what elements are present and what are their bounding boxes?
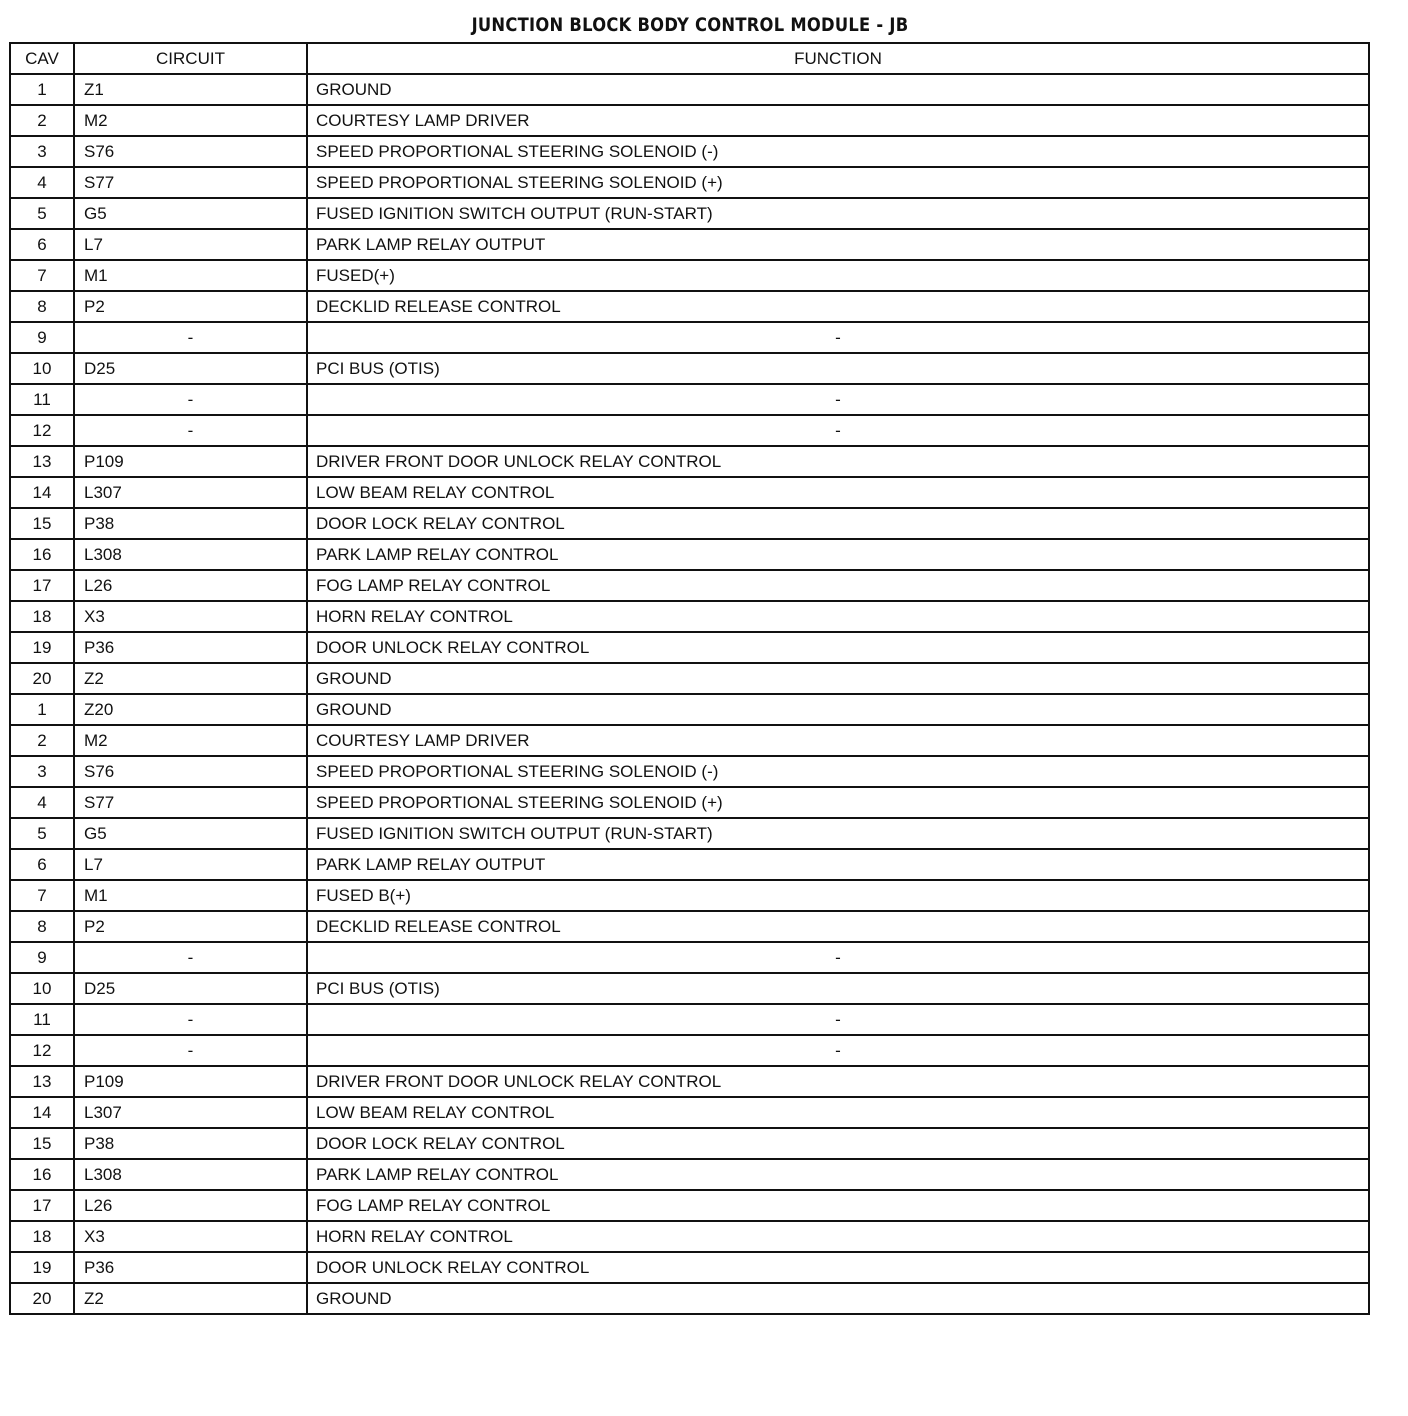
cav-cell: 20 bbox=[10, 663, 74, 694]
table-row bbox=[10, 818, 1369, 849]
cav-cell: 10 bbox=[10, 353, 74, 384]
function-cell: PARK LAMP RELAY CONTROL bbox=[307, 1159, 1369, 1190]
circuit-cell: D25 bbox=[74, 353, 307, 384]
cav-cell: 7 bbox=[10, 260, 74, 291]
cav-cell: 15 bbox=[10, 1128, 74, 1159]
table-row bbox=[10, 880, 1369, 911]
function-cell: LOW BEAM RELAY CONTROL bbox=[307, 1097, 1369, 1128]
function-cell: PARK LAMP RELAY OUTPUT bbox=[307, 849, 1369, 880]
table-row bbox=[10, 1128, 1369, 1159]
function-cell: DOOR UNLOCK RELAY CONTROL bbox=[307, 632, 1369, 663]
cav-cell: 5 bbox=[10, 198, 74, 229]
table-row bbox=[10, 787, 1369, 818]
table-row bbox=[10, 1283, 1369, 1314]
cav-cell: 5 bbox=[10, 818, 74, 849]
function-cell: DRIVER FRONT DOOR UNLOCK RELAY CONTROL bbox=[307, 1066, 1369, 1097]
table-row bbox=[10, 849, 1369, 880]
function-cell: FUSED IGNITION SWITCH OUTPUT (RUN-START) bbox=[307, 818, 1369, 849]
circuit-cell: - bbox=[74, 384, 307, 415]
function-cell: GROUND bbox=[307, 1283, 1369, 1314]
cav-cell: 16 bbox=[10, 1159, 74, 1190]
cav-cell: 18 bbox=[10, 601, 74, 632]
circuit-cell: P2 bbox=[74, 291, 307, 322]
table-row bbox=[10, 1004, 1369, 1035]
function-cell: SPEED PROPORTIONAL STEERING SOLENOID (+) bbox=[307, 787, 1369, 818]
table-row bbox=[10, 1190, 1369, 1221]
function-cell: FUSED(+) bbox=[307, 260, 1369, 291]
function-cell: SPEED PROPORTIONAL STEERING SOLENOID (+) bbox=[307, 167, 1369, 198]
function-cell: FUSED IGNITION SWITCH OUTPUT (RUN-START) bbox=[307, 198, 1369, 229]
circuit-cell: P109 bbox=[74, 1066, 307, 1097]
table-row bbox=[10, 167, 1369, 198]
table-row bbox=[10, 508, 1369, 539]
cav-cell: 9 bbox=[10, 942, 74, 973]
cav-cell: 16 bbox=[10, 539, 74, 570]
cav-cell: 9 bbox=[10, 322, 74, 353]
function-cell: - bbox=[307, 384, 1369, 415]
cav-cell: 11 bbox=[10, 384, 74, 415]
circuit-cell: L26 bbox=[74, 1190, 307, 1221]
function-cell: - bbox=[307, 942, 1369, 973]
table-row bbox=[10, 601, 1369, 632]
function-cell: PCI BUS (OTIS) bbox=[307, 973, 1369, 1004]
circuit-cell: M1 bbox=[74, 880, 307, 911]
function-cell: COURTESY LAMP DRIVER bbox=[307, 725, 1369, 756]
table-row bbox=[10, 291, 1369, 322]
circuit-cell: L308 bbox=[74, 539, 307, 570]
table-row bbox=[10, 384, 1369, 415]
function-cell: GROUND bbox=[307, 74, 1369, 105]
table-row bbox=[10, 415, 1369, 446]
function-cell: HORN RELAY CONTROL bbox=[307, 1221, 1369, 1252]
table-row bbox=[10, 198, 1369, 229]
table-row bbox=[10, 1221, 1369, 1252]
circuit-cell: X3 bbox=[74, 1221, 307, 1252]
cav-cell: 12 bbox=[10, 415, 74, 446]
table-row bbox=[10, 477, 1369, 508]
circuit-cell: X3 bbox=[74, 601, 307, 632]
circuit-cell: L307 bbox=[74, 477, 307, 508]
circuit-cell: G5 bbox=[74, 818, 307, 849]
circuit-cell: M2 bbox=[74, 105, 307, 136]
circuit-cell: Z20 bbox=[74, 694, 307, 725]
cav-cell: 3 bbox=[10, 136, 74, 167]
table-row bbox=[10, 136, 1369, 167]
cav-cell: 4 bbox=[10, 787, 74, 818]
circuit-cell: - bbox=[74, 322, 307, 353]
circuit-cell: S77 bbox=[74, 787, 307, 818]
circuit-cell: M2 bbox=[74, 725, 307, 756]
circuit-cell: - bbox=[74, 1035, 307, 1066]
connector-pinout-table bbox=[9, 42, 1370, 1315]
circuit-cell: - bbox=[74, 942, 307, 973]
cav-cell: 1 bbox=[10, 694, 74, 725]
cav-cell: 17 bbox=[10, 570, 74, 601]
table-row bbox=[10, 105, 1369, 136]
circuit-cell: L26 bbox=[74, 570, 307, 601]
cav-cell: 2 bbox=[10, 725, 74, 756]
function-cell: DOOR UNLOCK RELAY CONTROL bbox=[307, 1252, 1369, 1283]
function-cell: - bbox=[307, 1035, 1369, 1066]
table-row bbox=[10, 1097, 1369, 1128]
cav-cell: 15 bbox=[10, 508, 74, 539]
table-body bbox=[10, 74, 1369, 1314]
cav-cell: 19 bbox=[10, 1252, 74, 1283]
cav-cell: 6 bbox=[10, 229, 74, 260]
function-cell: COURTESY LAMP DRIVER bbox=[307, 105, 1369, 136]
function-cell: - bbox=[307, 415, 1369, 446]
function-cell: DECKLID RELEASE CONTROL bbox=[307, 911, 1369, 942]
function-cell: - bbox=[307, 1004, 1369, 1035]
table-row bbox=[10, 911, 1369, 942]
cav-cell: 19 bbox=[10, 632, 74, 663]
function-cell: GROUND bbox=[307, 694, 1369, 725]
cav-cell: 18 bbox=[10, 1221, 74, 1252]
function-cell: DOOR LOCK RELAY CONTROL bbox=[307, 508, 1369, 539]
cav-cell: 12 bbox=[10, 1035, 74, 1066]
circuit-cell: S76 bbox=[74, 136, 307, 167]
circuit-cell: Z2 bbox=[74, 1283, 307, 1314]
cav-cell: 1 bbox=[10, 74, 74, 105]
circuit-cell: S76 bbox=[74, 756, 307, 787]
circuit-cell: P36 bbox=[74, 632, 307, 663]
circuit-cell: P109 bbox=[74, 446, 307, 477]
cav-cell: 11 bbox=[10, 1004, 74, 1035]
cav-cell: 7 bbox=[10, 880, 74, 911]
table-row bbox=[10, 1035, 1369, 1066]
table-row bbox=[10, 1159, 1369, 1190]
cav-cell: 10 bbox=[10, 973, 74, 1004]
circuit-cell: L308 bbox=[74, 1159, 307, 1190]
table-row bbox=[10, 446, 1369, 477]
circuit-cell: L7 bbox=[74, 229, 307, 260]
table-row bbox=[10, 570, 1369, 601]
function-cell: PCI BUS (OTIS) bbox=[307, 353, 1369, 384]
function-cell: - bbox=[307, 322, 1369, 353]
table-row bbox=[10, 353, 1369, 384]
column-header-circuit: CIRCUIT bbox=[74, 43, 307, 74]
function-cell: FUSED B(+) bbox=[307, 880, 1369, 911]
cav-cell: 8 bbox=[10, 291, 74, 322]
cav-cell: 13 bbox=[10, 1066, 74, 1097]
function-cell: SPEED PROPORTIONAL STEERING SOLENOID (-) bbox=[307, 756, 1369, 787]
function-cell: PARK LAMP RELAY CONTROL bbox=[307, 539, 1369, 570]
function-cell: HORN RELAY CONTROL bbox=[307, 601, 1369, 632]
table-row bbox=[10, 632, 1369, 663]
table-row bbox=[10, 322, 1369, 353]
table-row bbox=[10, 229, 1369, 260]
cav-cell: 8 bbox=[10, 911, 74, 942]
circuit-cell: Z2 bbox=[74, 663, 307, 694]
cav-cell: 14 bbox=[10, 1097, 74, 1128]
table-row bbox=[10, 260, 1369, 291]
function-cell: DOOR LOCK RELAY CONTROL bbox=[307, 1128, 1369, 1159]
cav-cell: 14 bbox=[10, 477, 74, 508]
function-cell: SPEED PROPORTIONAL STEERING SOLENOID (-) bbox=[307, 136, 1369, 167]
circuit-cell: D25 bbox=[74, 973, 307, 1004]
cav-cell: 13 bbox=[10, 446, 74, 477]
cav-cell: 2 bbox=[10, 105, 74, 136]
table-row bbox=[10, 973, 1369, 1004]
function-cell: PARK LAMP RELAY OUTPUT bbox=[307, 229, 1369, 260]
circuit-cell: - bbox=[74, 1004, 307, 1035]
table-row bbox=[10, 663, 1369, 694]
cav-cell: 17 bbox=[10, 1190, 74, 1221]
function-cell: DRIVER FRONT DOOR UNLOCK RELAY CONTROL bbox=[307, 446, 1369, 477]
circuit-cell: M1 bbox=[74, 260, 307, 291]
table-row bbox=[10, 1252, 1369, 1283]
table-row bbox=[10, 74, 1369, 105]
circuit-cell: P38 bbox=[74, 1128, 307, 1159]
function-cell: LOW BEAM RELAY CONTROL bbox=[307, 477, 1369, 508]
circuit-cell: - bbox=[74, 415, 307, 446]
circuit-cell: P2 bbox=[74, 911, 307, 942]
function-cell: FOG LAMP RELAY CONTROL bbox=[307, 1190, 1369, 1221]
table-row bbox=[10, 942, 1369, 973]
circuit-cell: L7 bbox=[74, 849, 307, 880]
table-header-row bbox=[10, 43, 1369, 74]
column-header-function: FUNCTION bbox=[307, 43, 1369, 74]
table-row bbox=[10, 725, 1369, 756]
circuit-cell: L307 bbox=[74, 1097, 307, 1128]
cav-cell: 4 bbox=[10, 167, 74, 198]
circuit-cell: S77 bbox=[74, 167, 307, 198]
table-row bbox=[10, 694, 1369, 725]
circuit-cell: Z1 bbox=[74, 74, 307, 105]
page-title: JUNCTION BLOCK BODY CONTROL MODULE - JB bbox=[471, 14, 909, 36]
function-cell: DECKLID RELEASE CONTROL bbox=[307, 291, 1369, 322]
circuit-cell: G5 bbox=[74, 198, 307, 229]
function-cell: GROUND bbox=[307, 663, 1369, 694]
cav-cell: 6 bbox=[10, 849, 74, 880]
circuit-cell: P36 bbox=[74, 1252, 307, 1283]
column-header-cav: CAV bbox=[10, 43, 74, 74]
cav-cell: 3 bbox=[10, 756, 74, 787]
cav-cell: 20 bbox=[10, 1283, 74, 1314]
table-row bbox=[10, 756, 1369, 787]
table-row bbox=[10, 539, 1369, 570]
circuit-cell: P38 bbox=[74, 508, 307, 539]
function-cell: FOG LAMP RELAY CONTROL bbox=[307, 570, 1369, 601]
table-row bbox=[10, 1066, 1369, 1097]
